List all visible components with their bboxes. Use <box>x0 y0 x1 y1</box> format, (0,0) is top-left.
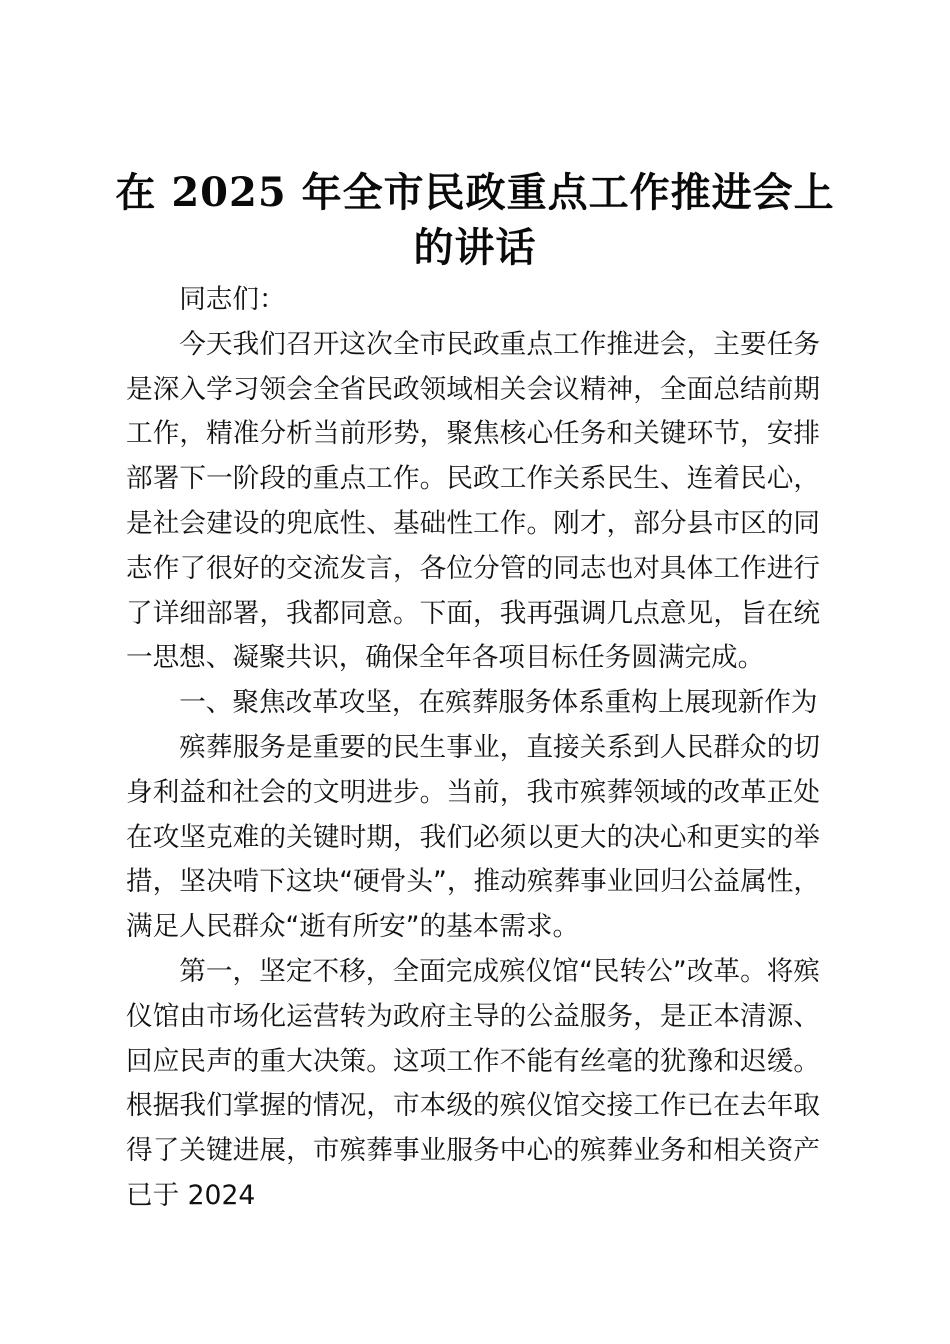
section-heading-1: 一、聚焦改革攻坚，在殡葬服务体系重构上展现新作为 <box>179 687 818 719</box>
document-body <box>126 278 820 1219</box>
salutation: 同志们： <box>179 284 286 315</box>
paragraph-first-point: 第一，坚定不移，全面完成殡仪馆“民转公”改革。将殡仪馆由市场化运营转为政府主导的公益服务，是正本清源、回应民声的重大决策。这项工作不能有丝毫的犹豫和迟缓。根据我们掌握的情况，市本级的殡仪馆交接工作已在去年取得了关键进展，市殡葬事业服务中心的殡葬业务和相关资产已于 2024 <box>126 955 820 1211</box>
document-title: 在 2025 年全市民政重点工作推进会上的讲话 <box>115 169 835 271</box>
paragraph-funeral-service: 殡葬服务是重要的民生事业，直接关系到人民群众的切身利益和社会的文明进步。当前，我市殡葬领域的改革正处在攻坚克难的关键时期，我们必须以更大的决心和更实的举措，坚决啃下这块“硬骨头”，推动殡葬事业回归公益属性，满足人民群众“逝有所安”的基本需求。 <box>126 731 820 943</box>
paragraph-intro: 今天我们召开这次全市民政重点工作推进会，主要任务是深入学习领会全省民政领域相关会议精神，全面总结前期工作，精准分析当前形势，聚焦核心任务和关键环节，安排部署下一阶段的重点工作。民政工作关系民生、连着民心，是社会建设的兜底性、基础性工作。刚才，部分县市区的同志作了很好的交流发言，各位分管的同志也对具体工作进行了详细部署，我都同意。下面，我再强调几点意见，旨在统一思想、凝聚共识，确保全年各项目标任务圆满完成。 <box>126 328 820 674</box>
